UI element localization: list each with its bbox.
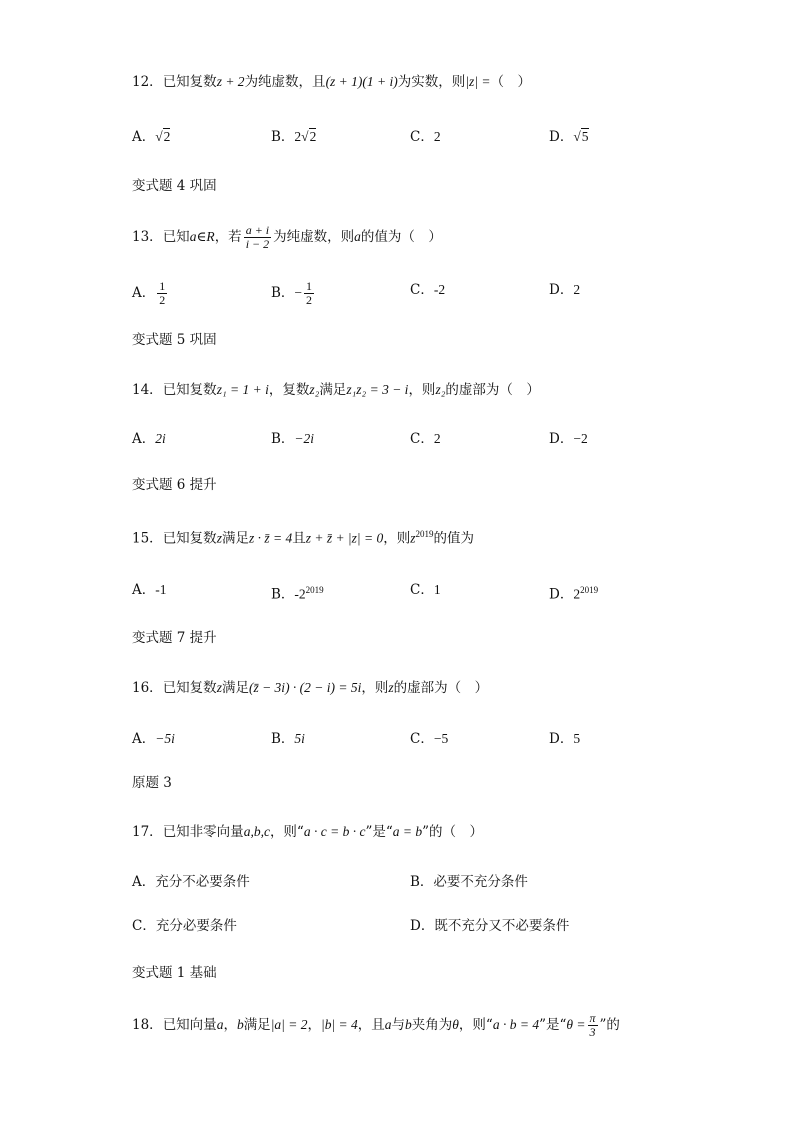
question-number: 16．: [132, 680, 163, 696]
option-a[interactable]: A．充分不必要条件: [132, 874, 250, 890]
option-b[interactable]: B．5i: [271, 731, 305, 747]
fraction: $\frac{1}{2}$: [306, 279, 313, 307]
option-d[interactable]: D．√5: [549, 129, 589, 145]
section-label: 原题 3: [132, 775, 172, 791]
section-label: 变式题 7 提升: [132, 630, 217, 646]
math-expr: |z| =: [465, 74, 491, 89]
section-label: 变式题 5 巩固: [132, 332, 217, 348]
option-c[interactable]: C．2: [410, 129, 441, 145]
section-label: 变式题 1 基础: [132, 965, 217, 981]
question-17: 17．已知非零向量a,b,c，则“a · c = b · c”是“a = b”的（ ）: [132, 824, 484, 840]
option-b[interactable]: B．− $\frac{1}{2}$: [271, 279, 313, 307]
question-18: 18．已知向量a，b满足|a| = 2，|b| = 4，且a与b夹角为θ，则“a · b = 4”是“θ = $\frac{\pi}{3}$ ”的: [132, 1011, 620, 1039]
fraction: $\frac{a + i}{i - 2}$: [245, 223, 270, 251]
option-a[interactable]: A．√2: [132, 129, 171, 145]
option-a[interactable]: A．2i: [132, 431, 166, 447]
option-c[interactable]: C．−5: [410, 731, 449, 747]
option-d[interactable]: D．−2: [549, 431, 588, 447]
option-d[interactable]: D．$2^{2019}$: [549, 585, 599, 603]
question-15: 15．已知复数z满足z · z̄ = 4且z + z̄ + |z| = 0，则$z^{2019}$的值为: [132, 529, 474, 547]
question-number: 17．: [132, 824, 163, 840]
question-number: 18．: [132, 1017, 163, 1033]
math-expr: z + 2: [216, 74, 245, 89]
option-d[interactable]: D．5: [549, 731, 581, 747]
fraction: $\frac{1}{2}$: [159, 279, 166, 307]
option-c[interactable]: C．充分必要条件: [132, 918, 237, 934]
question-14: 14．已知复数z₁ = 1 + i，复数z₂满足z₁z₂ = 3 − i，则z₂的虚部为（ ）: [132, 382, 540, 398]
option-b[interactable]: B．−2i: [271, 431, 315, 447]
option-a[interactable]: A． $\frac{1}{2}$: [132, 279, 166, 307]
option-c[interactable]: C．2: [410, 431, 441, 447]
section-label: 变式题 6 提升: [132, 477, 217, 493]
section-label: 变式题 4 巩固: [132, 178, 217, 194]
math-expr: (z + 1)(1 + i): [325, 74, 398, 89]
question-13: 13．已知a∈R，若 $\frac{a + i}{i - 2}$ 为纯虚数，则a的值为（ ）: [132, 223, 442, 251]
option-b[interactable]: B．2√2: [271, 129, 317, 145]
question-number: 15．: [132, 530, 163, 547]
question-number: 14．: [132, 382, 163, 398]
option-c[interactable]: C．-2: [410, 282, 446, 298]
option-c[interactable]: C．1: [410, 582, 441, 598]
option-a[interactable]: A．-1: [132, 582, 167, 598]
option-d[interactable]: D．既不充分又不必要条件: [410, 918, 570, 934]
option-a[interactable]: A．−5i: [132, 731, 175, 747]
fraction: $\frac{\pi}{3}$: [589, 1011, 596, 1039]
option-b[interactable]: B．必要不充分条件: [410, 874, 528, 890]
question-number: 12．: [132, 74, 163, 90]
question-12: 12．已知复数z + 2为纯虚数，且(z + 1)(1 + i)为实数，则|z| =（ ）: [132, 74, 531, 90]
question-number: 13．: [132, 229, 163, 245]
question-16: 16．已知复数z满足(z̄ − 3i) · (2 − i) = 5i，则z的虚部为（ ）: [132, 680, 489, 696]
option-b[interactable]: B．$-2^{2019}$: [271, 585, 324, 603]
option-d[interactable]: D．2: [549, 282, 581, 298]
